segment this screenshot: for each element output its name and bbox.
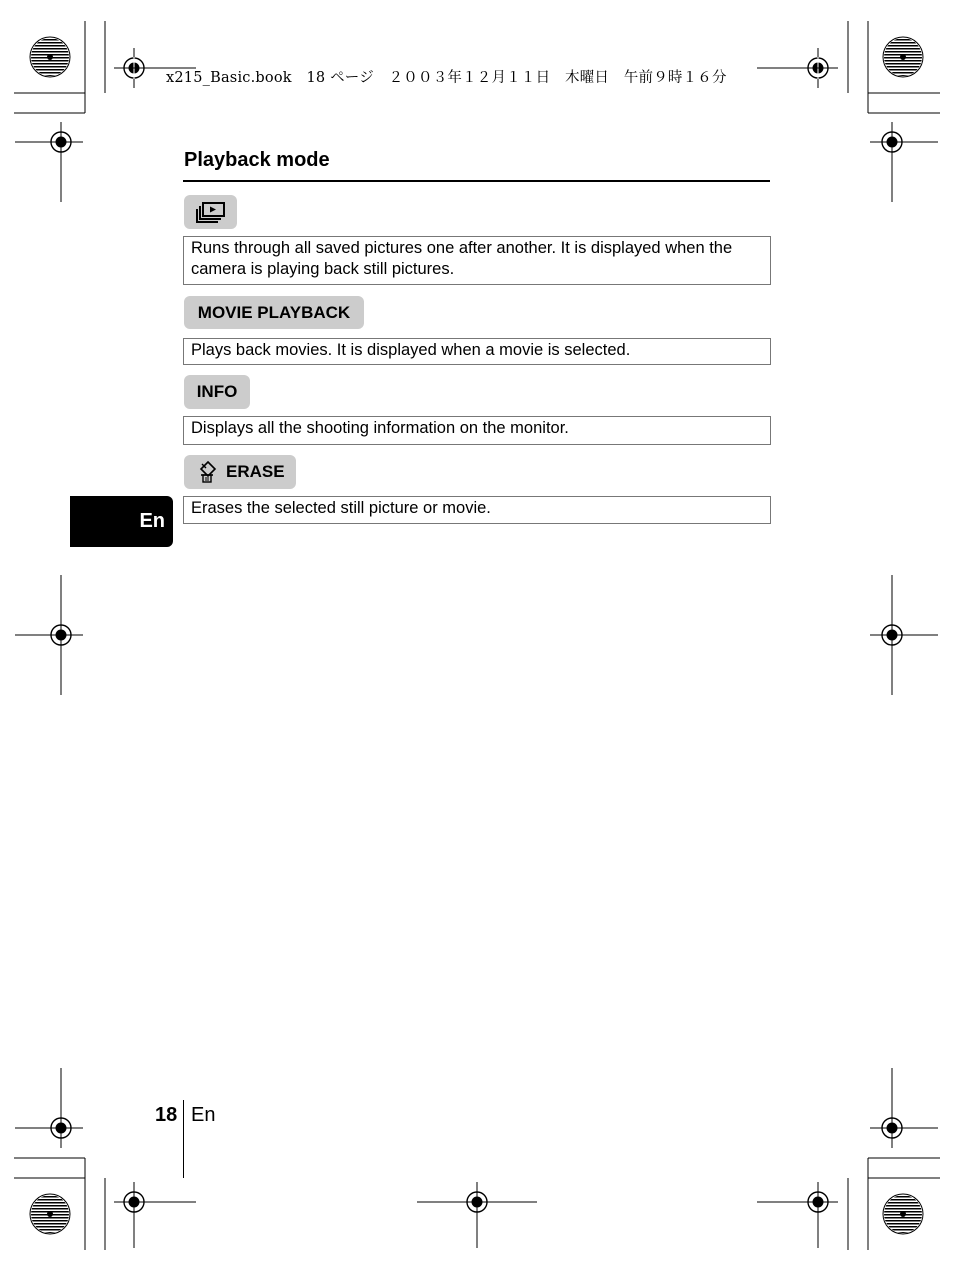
page-number: 18 — [155, 1104, 178, 1126]
erase-icon — [198, 461, 218, 483]
info-description: Displays all the shooting information on the monitor. — [183, 416, 771, 445]
footer-language: En — [191, 1104, 216, 1126]
erase-button — [184, 455, 296, 489]
erase-description: Erases the selected still picture or movie. — [183, 496, 771, 524]
slideshow-icon — [195, 201, 227, 223]
language-tab: En — [70, 496, 173, 547]
title-rule — [183, 180, 770, 182]
book-slug: x215_Basic.book 18 ページ ２００３年１２月１１日 木曜日 午前９時１６分 — [166, 70, 727, 86]
erase-label: ERASE — [226, 462, 285, 481]
section-title: Playback mode — [184, 149, 330, 171]
movie-playback-description: Plays back movies. It is displayed when a movie is selected. — [183, 338, 771, 365]
movie-playback-button: MOVIE PLAYBACK — [184, 296, 364, 329]
slideshow-button — [184, 195, 237, 229]
footer-divider — [183, 1100, 184, 1178]
slideshow-description: Runs through all saved pictures one after another. It is displayed when the camera is playing back still pictures. — [183, 236, 771, 285]
info-button: INFO — [184, 375, 250, 409]
